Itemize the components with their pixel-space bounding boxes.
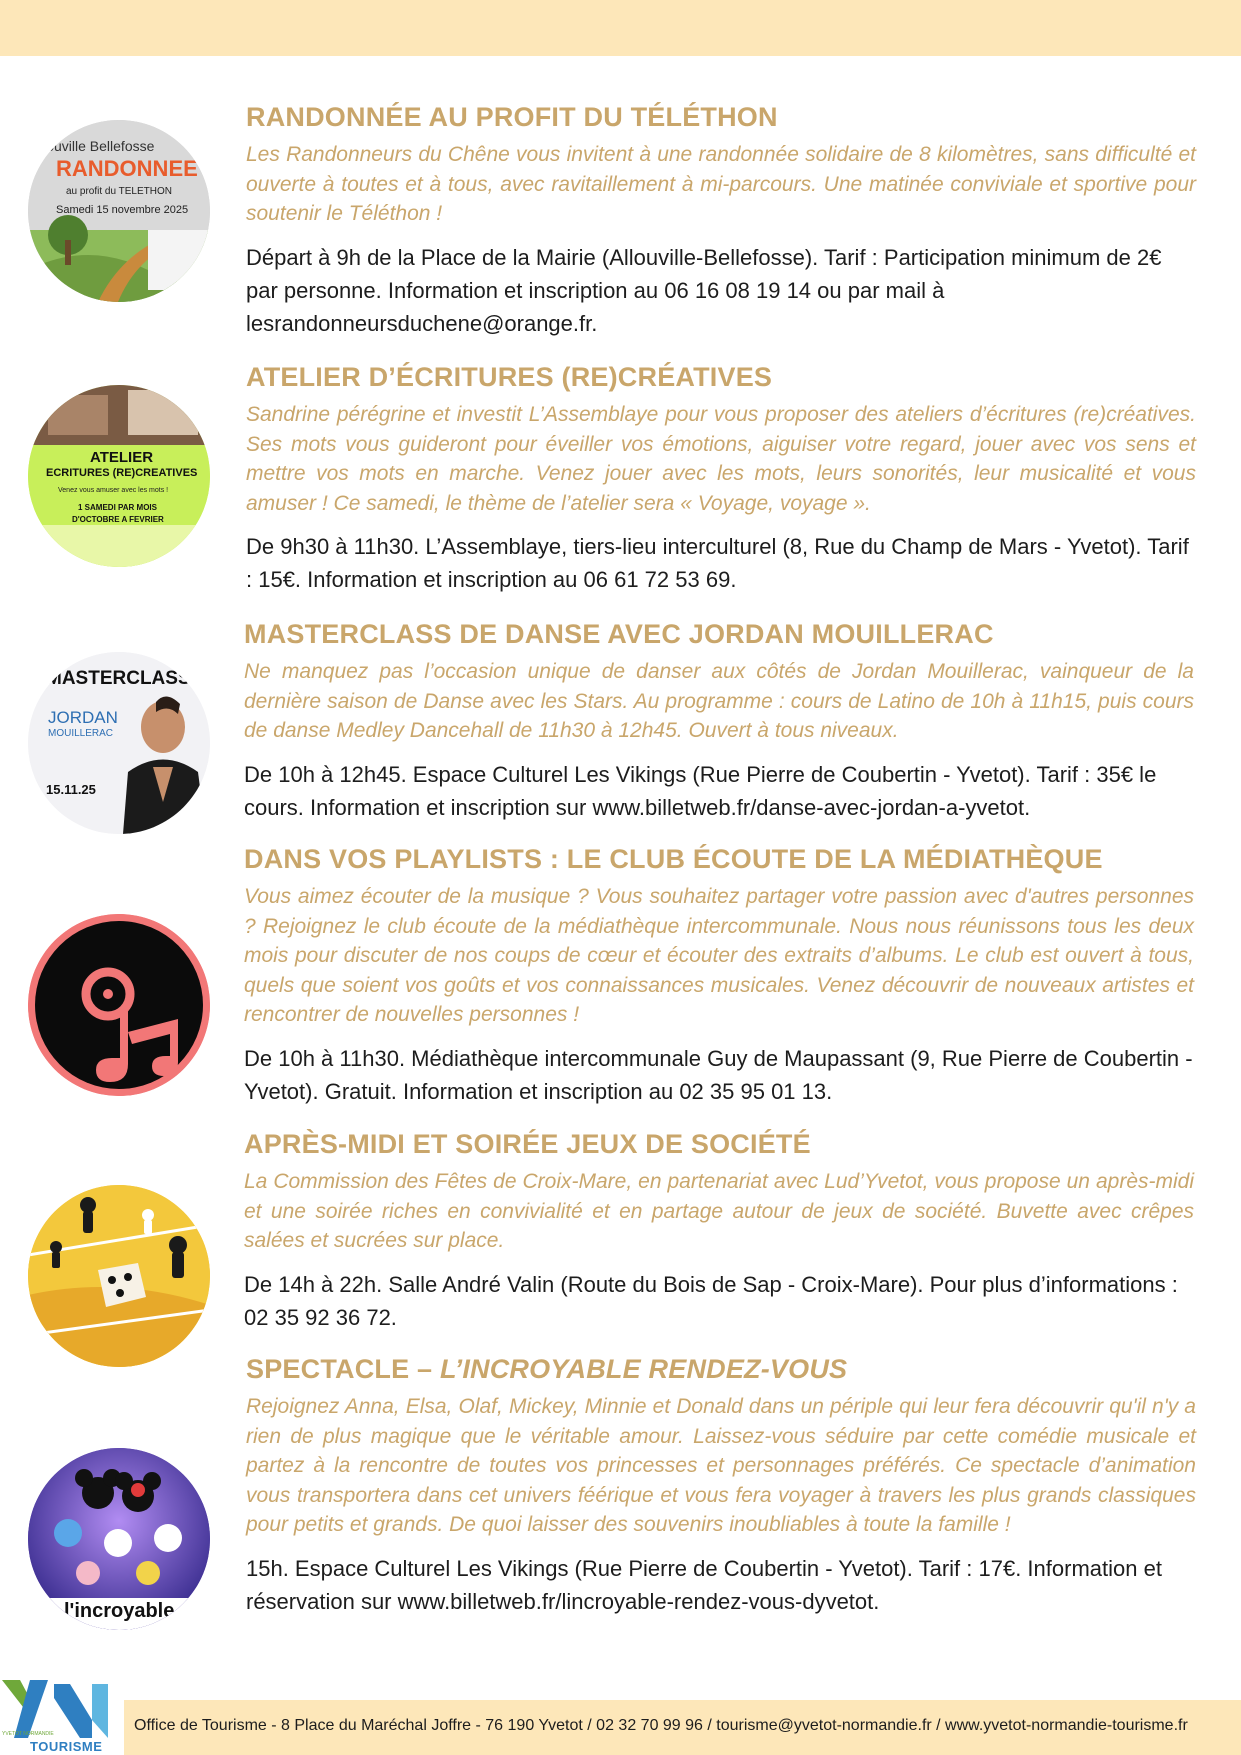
spectacle-content xyxy=(246,1352,1196,1618)
event-description: Ne manquez pas l’occasion unique de danser aux côtés de Jordan Mouillerac, vainqueur de la dernière saison de Danse avec les Stars. Au programme : cours de Latino de 10h à 11h15, puis cours de danse Medley Dancehall de 11h30 à 12h45. Ouvert à tous niveaux. xyxy=(244,660,1194,742)
event-title-show-name: L’INCROYABLE RENDEZ-VOUS xyxy=(439,1354,848,1384)
event-practical-info: De 14h à 22h. Salle André Valin (Route du Bois de Sap - Croix-Mare). Pour plus d’informations : 02 35 92 36 72. xyxy=(244,1271,1178,1330)
event-description: Sandrine pérégrine et investit L’Assemblaye pour vous proposer des ateliers d’écritures (re)créatives. Ses mots vous guideront pour éveiller vos émotions, aiguiser votre regard, jouer avec vos sens et mettre vos mots en marche. Venez jouer avec les mots, leurs sonorités, leur musicalité et vous amuser ! Ce samedi, le thème de l’atelier sera « Voyage, voyage ». xyxy=(246,403,1196,515)
event-title: RANDONNÉE AU PROFIT DU TÉLÉTHON xyxy=(246,102,778,132)
masterclass-thumb-date: 15.11.25 xyxy=(46,782,96,797)
event-description: Les Randonneurs du Chêne vous invitent à une randonnée solidaire de 8 kilomètres, sans difficulté et ouverte à toutes et à tous, avec ravitaillement à mi-parcours. Une matinée conviviale et sportive pour soutenir le Téléthon ! xyxy=(246,143,1196,225)
randonnee-poster-thumbnail xyxy=(28,120,210,302)
randonnee-thumb-title: RANDONNEE xyxy=(56,156,198,181)
footer-contact-text: Office de Tourisme - 8 Place du Maréchal Joffre - 76 190 Yvetot / 02 32 70 99 96 / tourisme@yvetot-normandie.fr / www.yvetot-normandie-tourisme.fr xyxy=(134,1717,1188,1734)
event-title: MASTERCLASS DE DANSE AVEC JORDAN MOUILLERAC xyxy=(244,619,994,649)
event-title: ATELIER D’ÉCRITURES (RE)CRÉATIVES xyxy=(246,362,773,392)
atelier-thumb-subtitle: ECRITURES (RE)CREATIVES xyxy=(46,467,198,479)
atelier-poster-thumbnail xyxy=(28,385,210,567)
jeux-content xyxy=(244,1127,1194,1334)
event-title xyxy=(246,1352,1196,1386)
logo-small-caption: YVETOT NORMANDIE xyxy=(2,1731,54,1737)
randonnee-thumb-location: llouville Bellefosse xyxy=(40,138,155,154)
board-game-thumbnail xyxy=(28,1185,210,1367)
event-practical-info: 15h. Espace Culturel Les Vikings (Rue Pierre de Coubertin - Yvetot). Tarif : 17€. Information et réservation sur www.billetweb.fr/lincroyable-rendez-vous-dyvetot. xyxy=(246,1555,1162,1614)
event-description: La Commission des Fêtes de Croix-Mare, en partenariat avec Lud’Yvetot, vous propose un après-midi et une soirée riches en convivialité et en partage autour de jeux de société. Buvette avec crêpes salées et sucrées sur place. xyxy=(244,1170,1194,1252)
yvetot-tourisme-logo xyxy=(0,1676,124,1755)
playlist-icon-thumbnail xyxy=(28,914,210,1096)
event-practical-info: De 10h à 12h45. Espace Culturel Les Vikings (Rue Pierre de Coubertin - Yvetot). Tarif : 35€ le cours. Information et inscription sur www.billetweb.fr/danse-avec-jordan-a-yvetot. xyxy=(244,761,1157,820)
masterclass-content xyxy=(244,617,1194,824)
event-practical-info: De 10h à 11h30. Médiathèque intercommunale Guy de Maupassant (9, Rue Pierre de Coubertin - Yvetot). Gratuit. Information et inscription au 02 35 95 01 13. xyxy=(244,1045,1193,1104)
event-practical-info: De 9h30 à 11h30. L’Assemblaye, tiers-lieu interculturel (8, Rue du Champ de Mars - Yvetot). Tarif : 15€. Information et inscription au 06 61 72 53 69. xyxy=(246,534,1189,592)
event-description: Rejoignez Anna, Elsa, Olaf, Mickey, Minnie et Donald dans un périple qui leur fera découvrir qu'il n'y a rien de plus magique que le véritable amour. Laissez-vous séduire par cette comédie musicale et partez à la rencontre de toutes vos princesses et personnages préférés. Ce spectacle d’animation vous transportera dans cet univers féérique et vous fera voyager à travers les plus grands classiques pour petits et grands. De quoi laisser des souvenirs inoubliables à toute la famille ! xyxy=(246,1395,1196,1536)
randonnee-content xyxy=(246,100,1196,340)
event-description: Vous aimez écouter de la musique ? Vous souhaitez partager votre passion avec d'autres personnes ? Rejoignez le club écoute de la médiathèque intercommunale. Nous nous réunissons tous les deux mois pour discuter de nos coups de cœur et écouter des extraits d’albums. Le club est ouvert à tous, quels que soient vos goûts et vos connaissances musicales. Venez découvrir de nouveaux artistes et rencontrer de nouvelles personnes ! xyxy=(244,885,1194,1026)
spectacle-poster-thumbnail xyxy=(28,1448,210,1630)
playlists-content xyxy=(244,842,1194,1108)
masterclass-thumb-surname: MOUILLERAC xyxy=(48,728,114,739)
event-title: APRÈS-MIDI ET SOIRÉE JEUX DE SOCIÉTÉ xyxy=(244,1129,811,1159)
randonnee-thumb-date: Samedi 15 novembre 2025 xyxy=(56,204,189,216)
atelier-thumb-frequency: 1 SAMEDI PAR MOIS xyxy=(78,503,157,512)
masterclass-thumb-name: JORDAN xyxy=(48,708,118,727)
atelier-content xyxy=(246,360,1196,596)
atelier-thumb-tagline: Venez vous amuser avec les mots ! xyxy=(58,487,169,494)
masterclass-poster-thumbnail xyxy=(28,652,210,834)
event-practical-info: Départ à 9h de la Place de la Mairie (Allouville-Bellefosse). Tarif : Participation minimum de 2€ par personne. Information et inscription au 06 16 08 19 14 ou par mail à lesrandonneursduchene@orange.fr. xyxy=(246,244,1162,336)
event-title: DANS VOS PLAYLISTS : LE CLUB ÉCOUTE DE LA MÉDIATHÈQUE xyxy=(244,844,1103,874)
spectacle-thumb-title: l'incroyable xyxy=(64,1600,175,1622)
randonnee-thumb-subtitle: au profit du TELETHON xyxy=(66,186,172,197)
top-band xyxy=(0,0,1241,56)
dice-and-pawns-photo xyxy=(28,1185,210,1367)
logo-wordmark: TOURISME xyxy=(30,1739,103,1754)
atelier-thumb-period: D'OCTOBRE A FEVRIER xyxy=(72,515,164,524)
event-title-prefix: SPECTACLE – xyxy=(246,1354,440,1384)
atelier-thumb-title: ATELIER xyxy=(90,449,154,466)
music-note-icon xyxy=(28,914,210,1096)
footer-band xyxy=(124,1700,1241,1755)
masterclass-thumb-title: MASTERCLASS xyxy=(46,668,191,689)
